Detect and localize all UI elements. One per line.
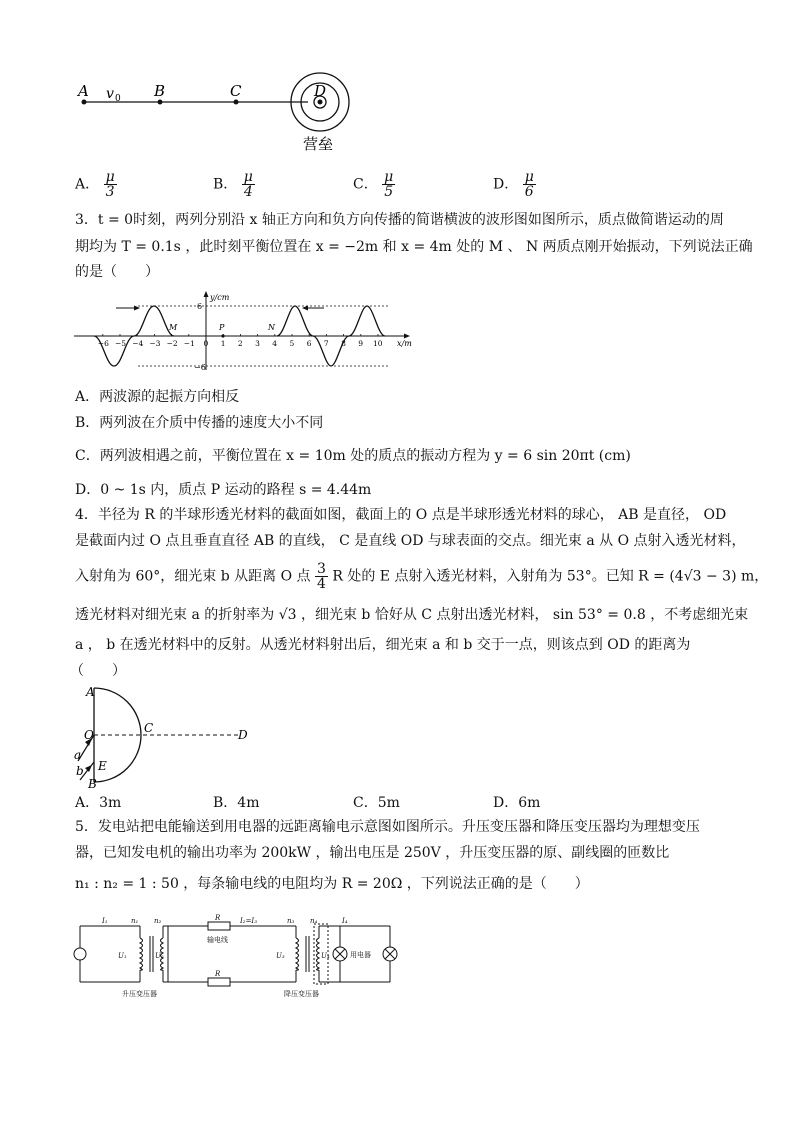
label-n4: n₄ bbox=[310, 917, 318, 925]
x-tick-label: 1 bbox=[220, 339, 226, 348]
q2-option-a[interactable]: A． $\frac{\mu}{3}$ bbox=[75, 169, 115, 200]
wave-graph bbox=[68, 288, 418, 374]
x-tick-label: −2 bbox=[166, 339, 178, 348]
q5-stem-line3: n₁ : n₂ = 1 : 50 ，每条输电线的电阻均为 R = 20Ω ，下列说法正确的是（ ） bbox=[75, 876, 589, 892]
x-tick-label: 8 bbox=[341, 339, 346, 348]
x-tick-label: 0 bbox=[203, 339, 209, 348]
point-C bbox=[234, 100, 239, 105]
q4-stem-line4: 透光材料对细光束 a 的折射率为 √3 ，细光束 b 恰好从 C 点射出透光材料， sin 53° = 0.8 ，不考虑细光束 bbox=[75, 607, 749, 623]
q3-stem-line2: 期均为 T = 0.1s ，此时刻平衡位置在 x = −2m 和 x = 4m 处的 M 、 N 两质点刚开始振动，下列说法正确 bbox=[75, 239, 753, 255]
x-tick-label: 10 bbox=[373, 339, 383, 348]
x-tick-label: 9 bbox=[358, 339, 364, 348]
label-D: D bbox=[238, 728, 248, 742]
label-step-up-transformer: 升压变压器 bbox=[122, 990, 157, 998]
q4-stem-line5: a ， b 在透光材料中的反射。从透光材料射出后，细光束 a 和 b 交于一点，则该点到 OD 的距离为 bbox=[75, 637, 691, 653]
x-tick-label: 2 bbox=[237, 339, 243, 348]
label-A: A bbox=[78, 82, 89, 100]
x-tick-label: −5 bbox=[115, 339, 127, 348]
label-n1: n₁ bbox=[131, 917, 139, 925]
label-n3: n₃ bbox=[287, 917, 295, 925]
q2-option-d[interactable]: D． $\frac{\mu}{6}$ bbox=[493, 169, 534, 200]
q4-option-d[interactable]: D．6m bbox=[493, 795, 541, 811]
label-R-top: R bbox=[215, 914, 221, 922]
label-a: a bbox=[74, 748, 82, 762]
q3-stem-line1: 3．t = 0时刻，两列分别沿 x 轴正方向和负方向传播的简谐横波的波形图如图所示，质点做简谐运动的周 bbox=[75, 212, 724, 228]
curling-figure bbox=[70, 72, 370, 157]
label-O: O bbox=[84, 728, 94, 742]
point-A bbox=[82, 100, 87, 105]
q3-option-b[interactable]: B．两列波在介质中传播的速度大小不同 bbox=[75, 415, 324, 431]
y-max-label: 6 bbox=[197, 302, 203, 311]
q3-option-c[interactable]: C．两列波相遇之前，平衡位置在 x = 10m 处的质点的振动方程为 y = 6 sin 20πt (cm) bbox=[75, 448, 631, 464]
label-C: C bbox=[144, 721, 154, 735]
y-axis-arrow bbox=[204, 291, 209, 297]
q4-option-b[interactable]: B．4m bbox=[213, 795, 260, 811]
label-v0-sub: 0 bbox=[115, 94, 121, 104]
label-U4: U₄ bbox=[321, 952, 330, 960]
label-R-bottom: R bbox=[215, 970, 221, 978]
resistor-bottom bbox=[208, 978, 230, 986]
q2-option-b[interactable]: B． $\frac{\mu}{4}$ bbox=[213, 169, 253, 200]
transmission-circuit bbox=[68, 912, 428, 1002]
label-U1: U₁ bbox=[118, 952, 127, 960]
x-axis-label: x/m bbox=[397, 339, 412, 348]
generator bbox=[74, 948, 86, 960]
point-M-label: M bbox=[169, 323, 178, 332]
point-P-label: P bbox=[219, 323, 225, 332]
q3-option-a[interactable]: A．两波源的起振方向相反 bbox=[75, 389, 240, 405]
q5-stem-line2: 器，已知发电机的输出功率为 200kW ，输出电压是 250V ，升压变压器的原、副线圈的匝数比 bbox=[75, 845, 670, 861]
q4-option-a[interactable]: A．3m bbox=[75, 795, 122, 811]
q4-option-c[interactable]: C．5m bbox=[353, 795, 400, 811]
label-v0: v bbox=[106, 86, 114, 102]
step-up-primary-coil bbox=[140, 938, 143, 970]
q3-option-d[interactable]: D．0 ~ 1s 内，质点 P 运动的路程 s = 4.44m bbox=[75, 482, 372, 498]
y-min-label: −6 bbox=[194, 363, 206, 372]
hemisphere-figure bbox=[70, 682, 270, 792]
label-n2: n₂ bbox=[154, 917, 162, 925]
label-I1: I₁ bbox=[102, 917, 108, 925]
label-B: B bbox=[88, 777, 97, 791]
label-transmission-wire: 输电线 bbox=[207, 936, 228, 944]
x-tick-label: −1 bbox=[183, 339, 195, 348]
label-D: D bbox=[314, 82, 327, 100]
house-caption: 营垒 bbox=[303, 135, 334, 153]
q5-stem-line1: 5．发电站把电能输送到用电器的远距离输电示意图如图所示。升压变压器和降压变压器均为理想变压 bbox=[75, 819, 700, 835]
label-I2-I3: I₂=I₃ bbox=[240, 917, 258, 925]
x-tick-label: 7 bbox=[323, 339, 329, 348]
x-tick-label: 5 bbox=[289, 339, 295, 348]
label-U3: U₃ bbox=[276, 952, 285, 960]
step-down-secondary-coil bbox=[317, 938, 320, 970]
label-E: E bbox=[98, 759, 107, 773]
q4-stem-line2: 是截面内过 O 点且垂直直径 AB 的直线， C 是直线 OD 与球表面的交点。细光束 a 从 O 点射入透光材料， bbox=[75, 533, 746, 549]
x-tick-label: −3 bbox=[149, 339, 161, 348]
q4-stem-line1: 4．半径为 R 的半球形透光材料的截面如图，截面上的 O 点是半球形透光材料的球心， AB 是直径， OD bbox=[75, 507, 727, 523]
label-step-down-transformer: 降压变压器 bbox=[284, 990, 319, 998]
x-tick-label: −4 bbox=[132, 339, 144, 348]
point-B bbox=[158, 100, 163, 105]
x-tick-label: 3 bbox=[255, 339, 260, 348]
q2-option-c[interactable]: C． $\frac{\mu}{5}$ bbox=[353, 169, 394, 200]
q4-stem-line3: 入射角为 60°，细光束 b 从距离 O 点 $\frac{3}{4}$ R 处的 E 点射入透光材料，入射角为 53°。已知 R = (4√3 − 3) m， bbox=[75, 561, 769, 592]
point-D bbox=[318, 100, 323, 105]
resistor-top bbox=[208, 922, 230, 930]
label-C: C bbox=[230, 82, 242, 100]
label-A: A bbox=[86, 685, 95, 699]
label-load: 用电器 bbox=[350, 951, 371, 959]
label-B: B bbox=[154, 82, 166, 100]
x-axis-arrow bbox=[404, 334, 410, 339]
q3-stem-line3: 的是（ ） bbox=[75, 264, 159, 280]
x-tick-label: 6 bbox=[306, 339, 312, 348]
step-down-primary-coil bbox=[296, 938, 299, 970]
point-N-label: N bbox=[268, 323, 275, 332]
x-tick-label: 4 bbox=[272, 339, 278, 348]
label-U2: U₂ bbox=[155, 952, 164, 960]
q4-stem-line6: （ ） bbox=[70, 663, 126, 679]
x-tick-label: −6 bbox=[97, 339, 109, 348]
y-axis-label: y/cm bbox=[210, 293, 230, 302]
label-b: b bbox=[76, 764, 84, 778]
label-I4: I₄ bbox=[342, 917, 348, 925]
